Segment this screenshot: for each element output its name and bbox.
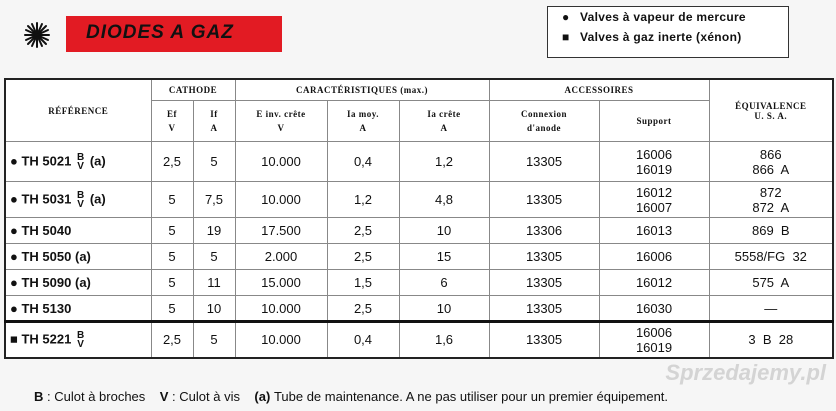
cell-reference: ● TH 5090 (a) (5, 270, 151, 296)
circle-marker-icon: ● (562, 10, 570, 24)
cell-reference: ● TH 5040 (5, 218, 151, 244)
cell-if: 5 (193, 322, 235, 358)
cell-icrete: 4,8 (399, 182, 489, 218)
row-marker-icon: ● (10, 249, 18, 264)
title-banner (66, 16, 282, 52)
cell-imoy: 0,4 (327, 322, 399, 358)
cell-support: 16012 (599, 270, 709, 296)
cell-connexion: 13306 (489, 218, 599, 244)
cell-einv: 10.000 (235, 322, 327, 358)
cell-reference: ● TH 5031 B V (a) (5, 182, 151, 218)
square-marker-icon: ■ (562, 30, 570, 44)
cell-reference: ● TH 5130 (5, 296, 151, 322)
col-imoy: Ia moy. A (327, 101, 399, 142)
cell-icrete: 10 (399, 218, 489, 244)
col-connexion: Connexion d'anode (489, 101, 599, 142)
cell-equivalence: 3 B 28 (709, 322, 833, 358)
cell-ef: 2,5 (151, 322, 193, 358)
cell-icrete: 10 (399, 296, 489, 322)
cell-ef: 5 (151, 218, 193, 244)
bv-mark: B V (76, 151, 85, 172)
cell-if: 5 (193, 142, 235, 182)
cell-einv: 10.000 (235, 182, 327, 218)
col-equivalence: ÉQUIVALENCE U. S. A. (709, 79, 833, 142)
legend-item-xenon: ■ Valves à gaz inerte (xénon) (548, 27, 788, 47)
cell-connexion: 13305 (489, 142, 599, 182)
table-row (5, 182, 833, 218)
cell-reference: ● TH 5021 B V (a) (5, 142, 151, 182)
bv-mark: B V (76, 329, 85, 350)
page-title: DIODES A GAZ (86, 22, 234, 43)
cell-support: 16006 16019 (599, 142, 709, 182)
cell-support: 16030 (599, 296, 709, 322)
cell-connexion: 13305 (489, 270, 599, 296)
cell-einv: 10.000 (235, 296, 327, 322)
row-marker-icon: ■ (10, 331, 18, 347)
marker-legend (547, 6, 789, 58)
cell-ef: 5 (151, 296, 193, 322)
cell-imoy: 2,5 (327, 244, 399, 270)
row-marker-icon: ● (10, 223, 18, 238)
cell-connexion: 13305 (489, 182, 599, 218)
cell-ef: 5 (151, 244, 193, 270)
cell-imoy: 1,2 (327, 182, 399, 218)
cell-equivalence: 5558/FG 32 (709, 244, 833, 270)
cell-imoy: 0,4 (327, 142, 399, 182)
cell-reference: ■ TH 5221 B V (5, 322, 151, 358)
table-row (5, 270, 833, 296)
col-cathode: CATHODE (151, 79, 235, 101)
bv-mark: B V (76, 189, 85, 210)
row-marker-icon: ● (10, 275, 18, 290)
cell-icrete: 6 (399, 270, 489, 296)
table-row (5, 296, 833, 322)
cell-imoy: 2,5 (327, 296, 399, 322)
cell-ef: 2,5 (151, 142, 193, 182)
table-row (5, 218, 833, 244)
star-icon (24, 22, 50, 48)
cell-support: 16012 16007 (599, 182, 709, 218)
legend-item-mercury: ● Valves à vapeur de mercure (548, 7, 788, 27)
table-row (5, 244, 833, 270)
cell-icrete: 1,6 (399, 322, 489, 358)
cell-icrete: 1,2 (399, 142, 489, 182)
watermark: Sprzedajemy.pl (665, 360, 826, 385)
cell-einv: 15.000 (235, 270, 327, 296)
cell-reference: ● TH 5050 (a) (5, 244, 151, 270)
col-if: If A (193, 101, 235, 142)
cell-imoy: 1,5 (327, 270, 399, 296)
row-marker-icon: ● (10, 300, 18, 316)
col-support: Support (599, 101, 709, 142)
cell-icrete: 15 (399, 244, 489, 270)
row-marker-icon: ● (10, 190, 18, 206)
row-marker-icon: ● (10, 152, 18, 168)
cell-equivalence: 575 A (709, 270, 833, 296)
cell-equivalence: 866 866 A (709, 142, 833, 182)
col-caracteristiques: CARACTÉRISTIQUES (max.) (235, 79, 489, 101)
footnote: B : Culot à broches V : Culot à vis (a) Tube de maintenance. A ne pas utiliser pour un premier équipement. (34, 389, 669, 404)
cell-support: 16006 (599, 244, 709, 270)
cell-if: 10 (193, 296, 235, 322)
cell-equivalence: 869 B (709, 218, 833, 244)
cell-einv: 10.000 (235, 142, 327, 182)
cell-if: 19 (193, 218, 235, 244)
cell-equivalence: — (709, 296, 833, 322)
cell-imoy: 2,5 (327, 218, 399, 244)
diode-table (4, 78, 834, 359)
col-accessoires: ACCESSOIRES (489, 79, 709, 101)
cell-support: 16006 16019 (599, 322, 709, 358)
cell-einv: 2.000 (235, 244, 327, 270)
cell-if: 11 (193, 270, 235, 296)
cell-einv: 17.500 (235, 218, 327, 244)
cell-connexion: 13305 (489, 296, 599, 322)
cell-connexion: 13305 (489, 244, 599, 270)
cell-if: 7,5 (193, 182, 235, 218)
cell-ef: 5 (151, 270, 193, 296)
col-einv: E inv. crête V (235, 101, 327, 142)
cell-support: 16013 (599, 218, 709, 244)
cell-connexion: 13305 (489, 322, 599, 358)
col-icrete: Ia crête A (399, 101, 489, 142)
cell-equivalence: 872 872 A (709, 182, 833, 218)
cell-ef: 5 (151, 182, 193, 218)
col-reference: RÉFÉRENCE (5, 79, 151, 142)
table-row (5, 322, 833, 358)
table-row (5, 142, 833, 182)
col-ef: Ef V (151, 101, 193, 142)
cell-if: 5 (193, 244, 235, 270)
